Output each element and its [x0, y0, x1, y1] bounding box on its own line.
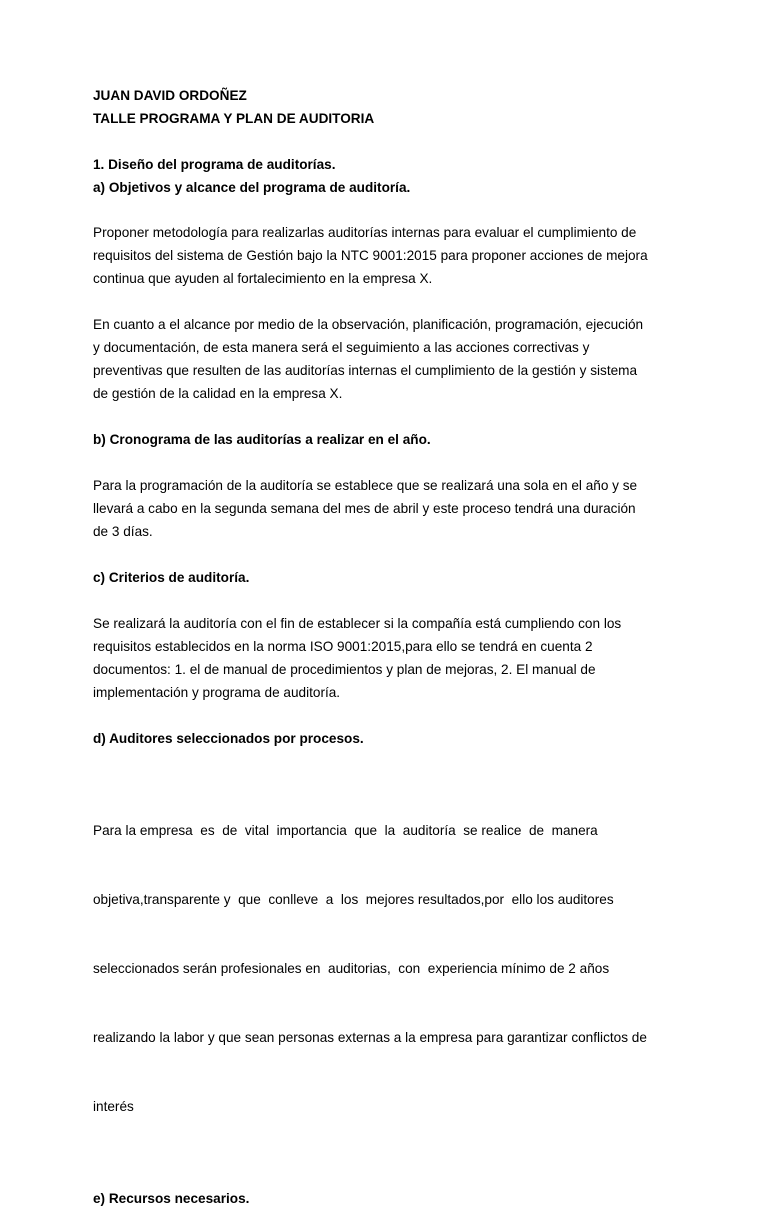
section-e-heading: e) Recursos necesarios.: [93, 1191, 250, 1206]
paragraph-line: objetiva,transparente y que conlleve a los mejores resultados,por ello los auditores: [93, 892, 614, 907]
paragraph-line: interés: [93, 1099, 134, 1114]
paragraph-line: de 3 días.: [93, 524, 153, 539]
scope-paragraph: [93, 313, 683, 405]
paragraph-line: de gestión de la calidad en la empresa X.: [93, 386, 343, 401]
objectives-paragraph: [93, 221, 683, 290]
criteria-paragraph: [93, 612, 683, 704]
section-b-heading: b) Cronograma de las auditorías a realizar en el año.: [93, 432, 431, 447]
paragraph-line: Se realizará la auditoría con el fin de establecer si la compañía está cumpliendo con los: [93, 616, 622, 631]
schedule-paragraph: [93, 474, 683, 543]
paragraph-line: y documentación, de esta manera será el seguimiento a las acciones correctivas y: [93, 340, 590, 355]
document-content: [93, 84, 683, 1210]
paragraph-line: implementación y programa de auditoría.: [93, 685, 341, 700]
section-1-heading: 1. Diseño del programa de auditorías.: [93, 157, 336, 172]
paragraph-line: documentos: 1. el de manual de procedimientos y plan de mejoras, 2. El manual de: [93, 662, 596, 677]
section-d-heading: d) Auditores seleccionados por procesos.: [93, 731, 364, 746]
paragraph-line: continua que ayuden al fortalecimiento en la empresa X.: [93, 271, 433, 286]
paragraph-line: seleccionados serán profesionales en auditorias, con experiencia mínimo de 2 años: [93, 961, 610, 976]
paragraph-line: Proponer metodología para realizarlas auditorías internas para evaluar el cumplimiento de: [93, 225, 637, 240]
document-title: TALLE PROGRAMA Y PLAN DE AUDITORIA: [93, 111, 375, 126]
paragraph-line: Para la empresa es de vital importancia que la auditoría se realice de manera: [93, 823, 598, 838]
paragraph-line: preventivas que resulten de las auditorías internas el cumplimiento de la gestión y sistema: [93, 363, 638, 378]
section-a-heading: a) Objetivos y alcance del programa de auditoría.: [93, 180, 411, 195]
section-c-heading: c) Criterios de auditoría.: [93, 570, 250, 585]
paragraph-line: Para la programación de la auditoría se establece que se realizará una sola en el año y se: [93, 478, 638, 493]
paragraph-line: requisitos del sistema de Gestión bajo la NTC 9001:2015 para proponer acciones de mejora: [93, 248, 648, 263]
paragraph-line: requisitos establecidos en la norma ISO 9001:2015,para ello se tendrá en cuenta 2: [93, 639, 593, 654]
paragraph-line: En cuanto a el alcance por medio de la observación, planificación, programación, ejecución: [93, 317, 644, 332]
author-name: JUAN DAVID ORDOÑEZ: [93, 88, 247, 103]
paragraph-line: llevará a cabo en la segunda semana del mes de abril y este proceso tendrá una duración: [93, 501, 636, 516]
auditors-paragraph: [93, 773, 683, 1164]
paragraph-line: realizando la labor y que sean personas externas a la empresa para garantizar conflictos de: [93, 1030, 647, 1045]
